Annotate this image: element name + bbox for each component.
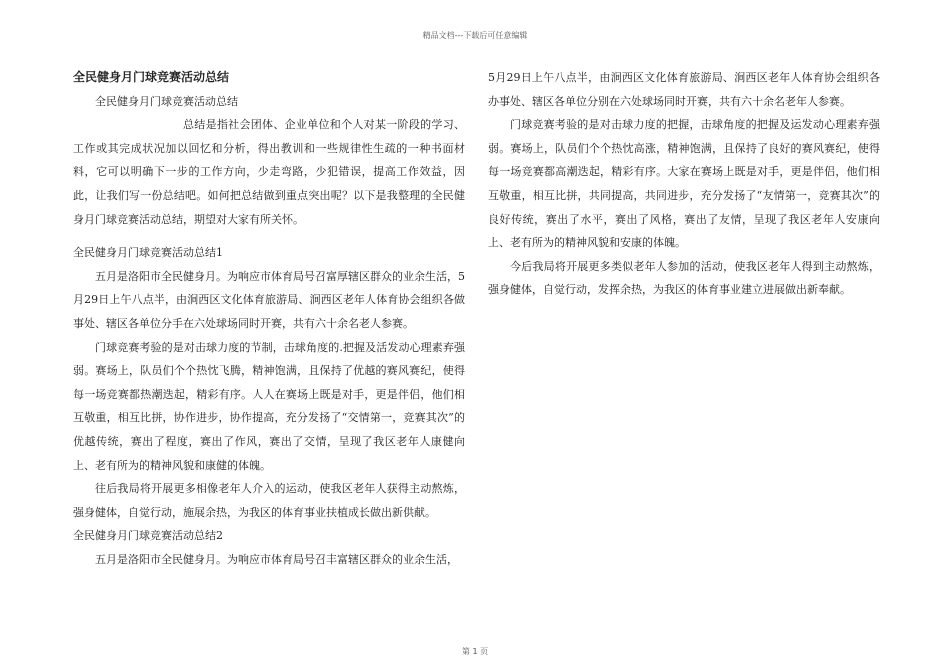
section2-paragraph-1: 五月是洛阳市全民健身月。为响应市体育局号召丰富辖区群众的业余生活， xyxy=(95,552,458,566)
section2-paragraph-3: 今后我局将开展更多类似老年人参加的活动，使我区老年人得到主动熬炼，强身健体，自觉行动，发挥余热，为我区的体育事业建立进展做出新奉献。 xyxy=(488,259,880,297)
section-heading-2: 全民健身月门球竞赛活动总结2 xyxy=(73,529,223,543)
left-column xyxy=(73,66,465,571)
page-number: 第 1 页 xyxy=(461,647,489,656)
section1-paragraph-3: 往后我局将开展更多相像老年人介入的运动，使我区老年人获得主动熬炼，强身健体，自觉行动，施展余热，为我区的体育事业扶植成长做出新供献。 xyxy=(73,482,465,519)
page-header: 精品文档---下载后可任意编辑 xyxy=(422,31,528,40)
section1-paragraph-1: 五月是洛阳市全民健身月。为响应市体育局号召富厚辖区群众的业余生活，5月29日上午八点半，由涧西区文化体育旅游局、涧西区老年人体育协会组织各做事处、辖区各单位分手在六处球场同时开赛，共有六十余名老人参赛。 xyxy=(73,269,465,330)
right-column xyxy=(488,66,880,302)
section-heading-1: 全民健身月门球竞赛活动总结1 xyxy=(73,246,223,260)
document-title: 全民健身月门球竞赛活动总结 xyxy=(73,70,230,84)
intro-paragraph: 总结是指社会团体、企业单位和个人对某一阶段的学习、工作或其完成状况加以回忆和分析，得出教训和一些规律性生疏的一种书面材料，它可以明确下一步的工作方向，少走弯路，少犯错误，提高工作效益，因此，让我们写一份总结吧。如何把总结做到重点突出呢？以下是我整理的全民健身月门球竞赛活动总结，期望对大家有所关怀。 xyxy=(73,118,465,226)
section2-paragraph-2: 门球竞赛考验的是对击球力度的把握，击球角度的把握及运发动心理素弃强弱。赛场上，队员们个个热忱高涨，精神饱满，且保持了良好的赛风赛纪，使得每一场竞赛都高潮迭起，精彩有序。大家在赛场上既是对手，更是伴侣，他们相互敬重，相互比拼，共同提高，共同进步，充分发扬了“友情第一，竞赛其次”的良好传统，赛出了水平，赛出了风格，赛出了友情，呈现了我区老年人安康向上、老有所为的精神风貌和安康的体魄。 xyxy=(488,118,880,250)
section1-paragraph-2: 门球竞赛考验的是对击球力度的节制，击球角度的.把握及活发动心理素弃强弱。赛场上，队员们个个热忱飞腾，精神饱满，且保持了优越的赛风赛纪，使得每一场竞赛都热潮迭起，精彩有序。人人在赛场上既是对手，更是伴侣，他们相互敬重，相互比拼，协作进步，协作提高，充分发扬了“交情第一，竞赛其次”的优越传统，赛出了程度，赛出了作风，赛出了交情，呈现了我区老年人康健向上、老有所为的精神风貌和康健的体魄。 xyxy=(73,340,465,472)
document-subtitle: 全民健身月门球竞赛活动总结 xyxy=(95,94,238,108)
section2-paragraph-1-continued: 5月29日上午八点半，由涧西区文化体育旅游局、涧西区老年人体育协会组织各办事处、辖区各单位分别在六处球场同时开赛，共有六十余名老年人参赛。 xyxy=(488,71,880,108)
